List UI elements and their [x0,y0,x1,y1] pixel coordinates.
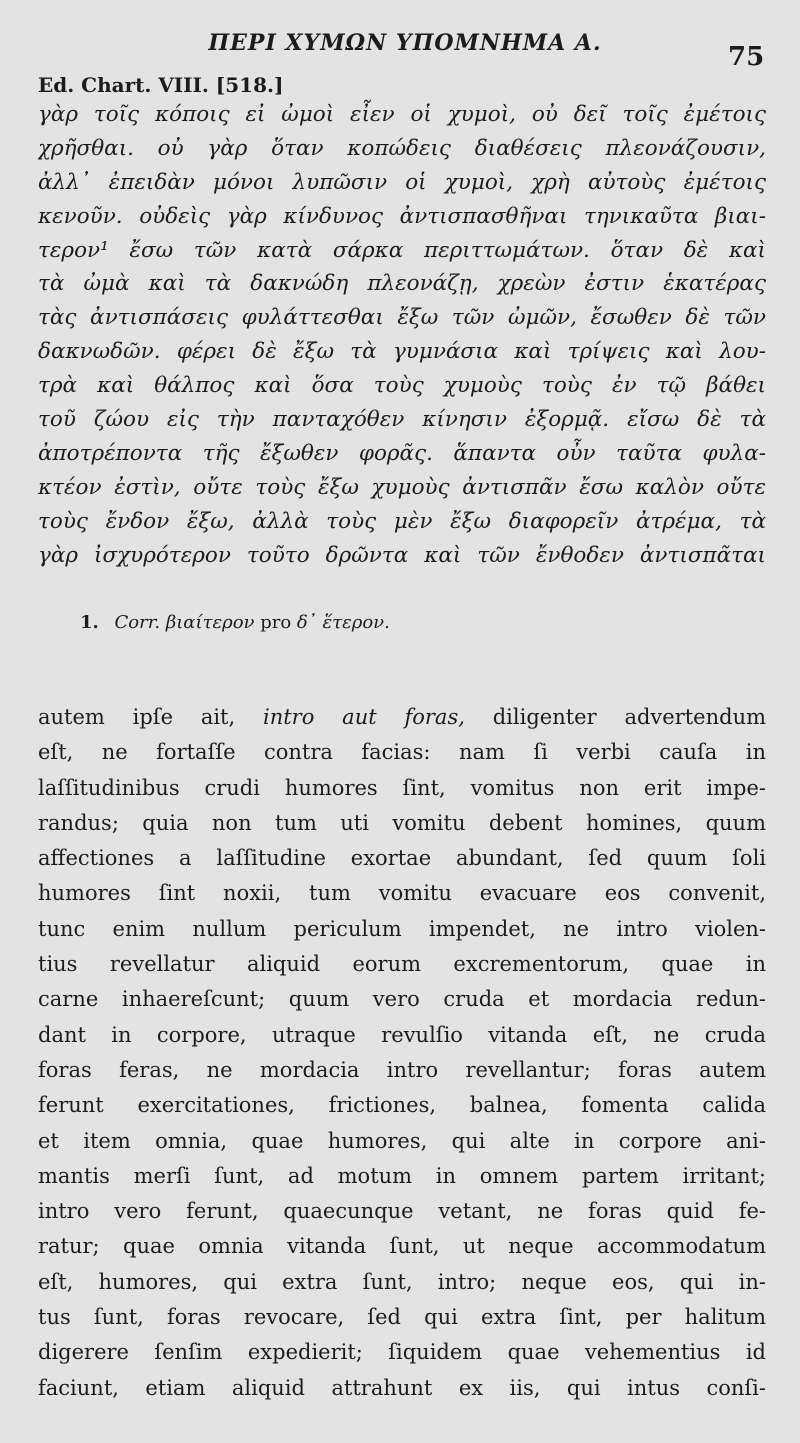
footnote-abbr: Corr. [114,612,161,633]
greek-line: τὰς ἀντισπάσεις φυλάττεσθαι ἔξω τῶν ὠμῶν, ἔσωθεν δὲ τῶν [38,305,766,331]
greek-line: τρὰ καὶ θάλπος καὶ ὅσα τοὺς χυμοὺς τοὺς ἐν τῷ βάθει [38,373,766,399]
latin-line-text: autem ipſe ait, [38,705,263,729]
greek-line: γὰρ ἰσχυρότερον τοῦτο δρῶντα καὶ τῶν ἔνθοδεν ἀντισπᾶται [38,542,766,568]
greek-line: τὰ ὠμὰ καὶ τὰ δακνώδη πλεονάζῃ, χρεὼν ἐστιν ἑκατέρας [38,271,766,297]
latin-line: tunc enim nullum periculum impendet, ne intro violen- [38,916,766,941]
latin-line: humores ſint noxii, tum vomitu evacuare eos convenit, [38,881,766,906]
latin-line: dant in corpore, utraque revulſio vitanda eſt, ne cruda [38,1022,766,1047]
greek-line: κενοῦν. οὐδεὶς γὰρ κίνδυνος ἀντισπασθῆναι τηνικαῦτα βιαι- [38,203,766,229]
latin-line: et item omnia, quae humores, qui alte in corpore ani- [38,1128,766,1153]
latin-line-italic: intro aut foras, [263,705,465,729]
footnote-mark: 1. [80,612,99,633]
greek-line: τοῦ ζώου εἰς τὴν πανταχόθεν κίνησιν ἐξορμᾷ. εἴσω δὲ τὰ [38,407,766,433]
latin-line: intro vero ferunt, quaecunque vetant, ne foras quid fe- [38,1199,766,1224]
latin-line: tius revellatur aliquid eorum excrementorum, quae in [38,952,766,977]
footnote-pro: pro [260,612,292,633]
footnote [80,612,390,633]
latin-line: eſt, ne fortaſſe contra facias: nam ſi verbi cauſa in [38,740,766,765]
running-head: ΠΕΡΙ ΧΥΜΩΝ ΥΠΟΜΝΗΜΑ Α. [208,30,602,56]
greek-line: ἀποτρέποντα τῆς ἔξωθεν φορᾶς. ἅπαντα οὖν ταῦτα φυλα- [38,440,766,466]
latin-text-block [38,700,766,1406]
latin-line: mantis merſi ſunt, ad motum in omnem partem irritant; [38,1163,766,1188]
greek-line: χρῆσθαι. οὐ γὰρ ὅταν κοπώδεις διαθέσεις πλεονάζουσιν, [38,135,766,161]
greek-line: γὰρ τοῖς κόποις εἰ ὠμοὶ εἶεν οἱ χυμοὶ, οὐ δεῖ τοῖς ἐμέτοις [38,102,766,127]
latin-line-text: diligenter advertendum [464,705,766,729]
greek-line: τοὺς ἔνδον ἔξω, ἀλλὰ τοὺς μὲν ἔξω διαφορεῖν ἀτρέμα, τὰ [38,508,766,534]
latin-line: faciunt, etiam aliquid attrahunt ex iis, qui intus conſi- [38,1375,766,1400]
greek-line: τερον¹ ἔσω τῶν κατὰ σάρκα περιττωμάτων. ὅταν δὲ καὶ [38,237,766,263]
latin-line: randus; quia non tum uti vomitu debent homines, quum [38,810,766,835]
latin-line: ferunt exercitationes, frictiones, balnea, fomenta calida [38,1093,766,1118]
greek-line: δακνωδῶν. φέρει δὲ ἔξω τὰ γυμνάσια καὶ τρίψεις καὶ λου- [38,339,766,365]
edition-reference: Ed. Chart. VIII. [518.] [38,73,284,97]
latin-line [38,700,766,735]
footnote-word-original: δ᾽ ἕτερον. [296,612,390,633]
latin-line: laſſitudinibus crudi humores ſint, vomitus non erit impe- [38,775,766,800]
greek-text-block [38,98,766,572]
latin-line: foras feras, ne mordacia intro revellantur; foras autem [38,1057,766,1082]
latin-line: digerere ſenſim expedierit; ſiquidem quae vehementius id [38,1340,766,1365]
page-number: 75 [728,42,765,72]
latin-line: ratur; quae omnia vitanda ſunt, ut neque accommodatum [38,1234,766,1259]
footnote-word-corrected: βιαίτερον [165,612,255,633]
greek-line: ἀλλ᾽ ἐπειδὰν μόνοι λυπῶσιν οἱ χυμοὶ, χρὴ αὐτοὺς ἐμέτοις [38,169,766,195]
latin-line: eſt, humores, qui extra ſunt, intro; neque eos, qui in- [38,1269,766,1294]
latin-line: carne inhaereſcunt; quum vero cruda et mordacia redun- [38,987,766,1012]
greek-line: κτέον ἐστὶν, οὔτε τοὺς ἔξω χυμοὺς ἀντισπᾶν ἔσω καλὸν οὔτε [38,474,766,500]
latin-line: affectiones a laſſitudine exortae abundant, ſed quum ſoli [38,846,766,871]
latin-line: tus ſunt, foras revocare, ſed qui extra ſint, per halitum [38,1305,766,1330]
